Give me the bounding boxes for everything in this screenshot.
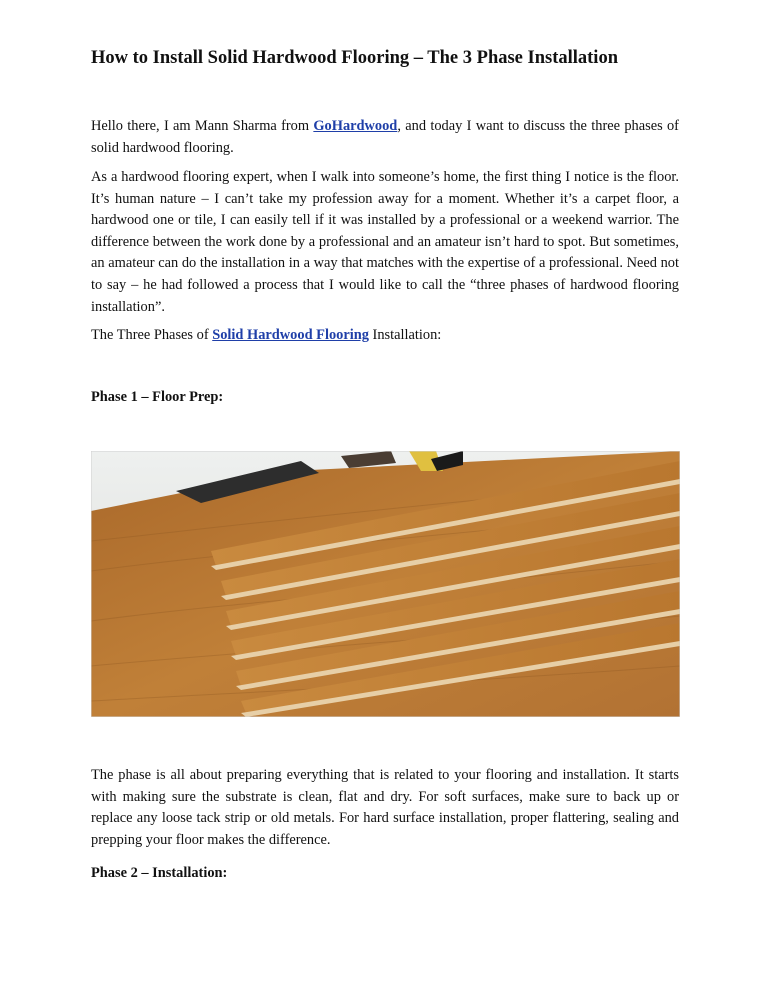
document-title: How to Install Solid Hardwood Flooring – The 3 Phase Installation bbox=[91, 48, 618, 68]
phases-intro-before: The Three Phases of bbox=[91, 327, 213, 343]
phase2-heading: Phase 2 – Installation: bbox=[91, 865, 228, 881]
phases-intro-paragraph bbox=[91, 325, 679, 347]
phase1-body: The phase is all about preparing everything that is related to your flooring and installation. It starts with making sure the substrate is clean, flat and dry. For soft surfaces, make sure to back up or replace any loose tack strip or old metals. For hard surface installation, proper flattering, sealing and prepping your floor makes the difference. bbox=[91, 767, 679, 848]
hardwood-planks-photo bbox=[91, 451, 680, 717]
solid-hardwood-flooring-link[interactable]: Solid Hardwood Flooring bbox=[212, 327, 369, 343]
phases-intro-after: Installation: bbox=[368, 327, 442, 343]
gohardwood-link[interactable]: GoHardwood bbox=[313, 118, 398, 134]
intro-paragraph bbox=[91, 116, 679, 159]
phase1-heading: Phase 1 – Floor Prep: bbox=[91, 389, 224, 405]
intro-text-after: , and today I want to discuss the three phases of solid hardwood flooring. bbox=[91, 118, 679, 156]
intro-text-before: Hello there, I am Mann Sharma from bbox=[91, 118, 314, 134]
expert-paragraph: As a hardwood flooring expert, when I walk into someone’s home, the first thing I notice is the floor. It’s human nature – I can’t take my profession away for a moment. Whether it’s a carpet floor, a hardwood one or tile, I can easily tell if it was installed by a professional or a weekend warrior. The difference between the work done by a professional and an amateur isn’t hard to spot. But sometimes, an amateur can do the installation in a way that matches with the expertise of a professional. Need not to say – he had followed a process that I would like to call the “three phases of hardwood flooring installation”. bbox=[91, 169, 679, 315]
